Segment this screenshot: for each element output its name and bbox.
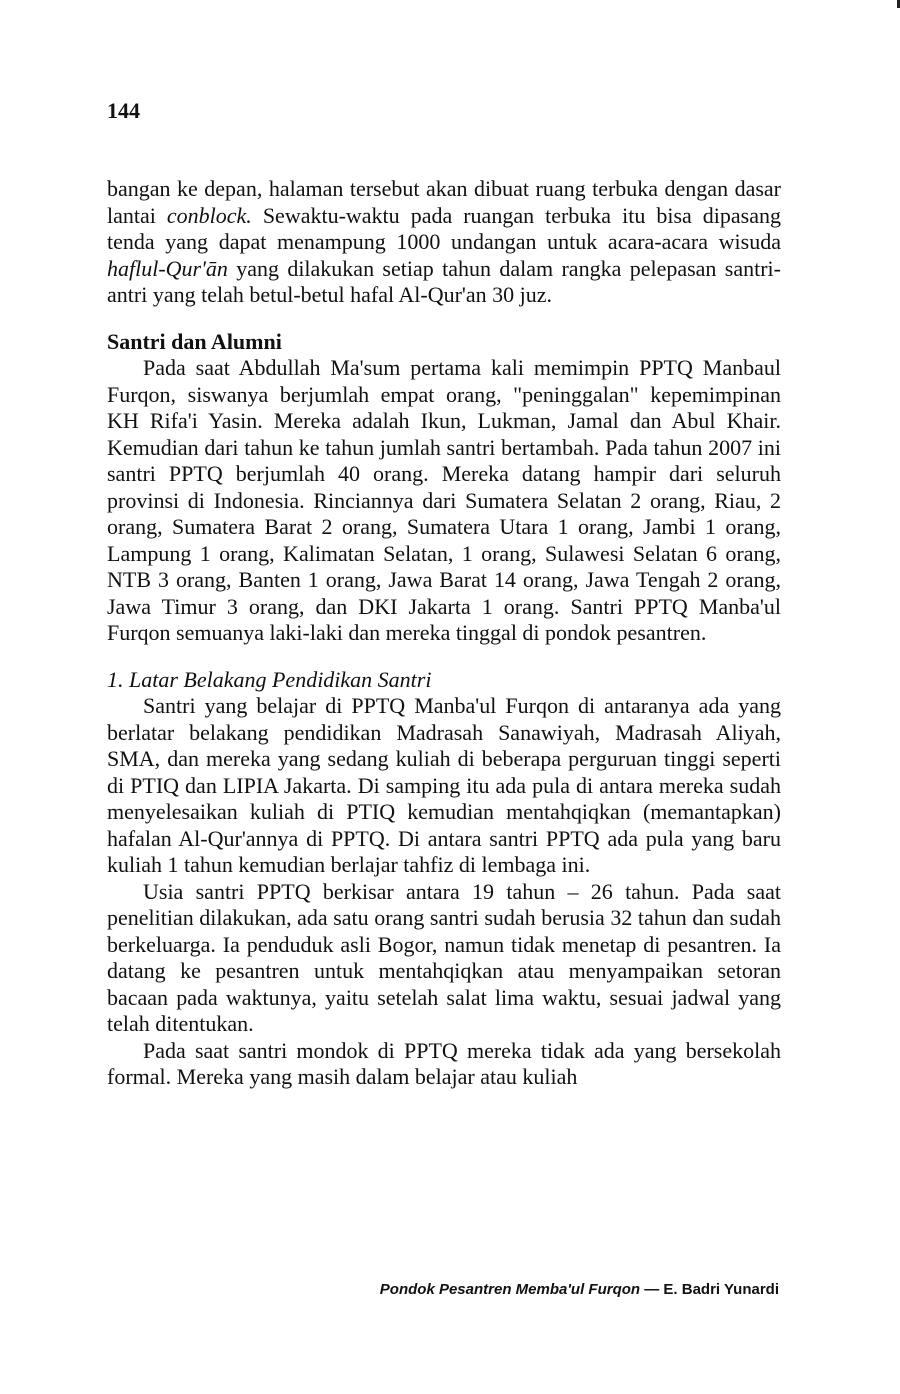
paragraph: Pada saat santri mondok di PPTQ mereka tidak ada yang bersekolah formal. Mereka yang masih dalam belajar atau kuliah [107, 1037, 781, 1089]
page-body [107, 176, 781, 1091]
running-footer [380, 1281, 779, 1298]
subsection-heading: 1. Latar Belakang Pendidikan Santri [107, 666, 432, 692]
italic-term: conblock. [166, 202, 252, 228]
italic-term: haflul-Qur'ān [107, 255, 228, 281]
section-heading: Santri dan Alumni [107, 328, 282, 354]
page-number: 144 [107, 98, 140, 123]
paragraph: Pada saat Abdullah Ma'sum pertama kali memimpin PPTQ Manbaul Furqon, siswanya berjumlah empat orang, "peninggalan" kepemimpinan KH Rifa'i Yasin. Mereka adalah Ikun, Lukman, Jamal dan Abul Khair. Kemudian dari tahun ke tahun jumlah santri bertambah. Pada tahun 2007 ini santri PPTQ berjumlah 40 orang. Mereka datang hampir dari seluruh provinsi di Indonesia. Rinciannya dari Sumatera Selatan 2 orang, Riau, 2 orang, Sumatera Barat 2 orang, Sumatera Utara 1 orang, Jambi 1 orang, Lampung 1 orang, Kalimatan Selatan, 1 orang, Sulawesi Selatan 6 orang, NTB 3 orang, Banten 1 orang, Jawa Barat 14 orang, Jawa Tengah 2 orang, Jawa Timur 3 orang, dan DKI Jakarta 1 orang. Santri PPTQ Manba'ul Furqon semuanya laki-laki dan mereka tinggal di pondok pesantren. [107, 355, 781, 645]
footer-dash: — [640, 1281, 664, 1298]
footer-author: E. Badri Yunardi [663, 1281, 779, 1298]
paragraph: Usia santri PPTQ berkisar antara 19 tahun – 26 tahun. Pada saat penelitian dilakukan, ada satu orang santri sudah berusia 32 tahun dan sudah berkeluarga. Ia penduduk asli Bogor, namun tidak menetap di pesantren. Ia datang ke pesantren untuk mentahqiqkan atau menyampaikan setoran bacaan pada waktunya, yaitu setelah salat lima waktu, sesuai jadwal yang telah ditentukan. [107, 878, 781, 1036]
paragraph: Santri yang belajar di PPTQ Manba'ul Furqon di antaranya ada yang berlatar belakang pendidikan Madrasah Sanawiyah, Madrasah Aliyah, SMA, dan mereka yang sedang kuliah di beberapa perguruan tinggi seperti di PTIQ dan LIPIA Jakarta. Di samping itu ada pula di antara mereka sudah menyelesaikan kuliah di PTIQ kemudian mentahqiqkan (memantapkan) hafalan Al-Qur'annya di PPTQ. Di antara santri PPTQ ada pula yang baru kuliah 1 tahun kemudian berlajar tahfiz di lembaga ini. [107, 693, 781, 877]
paragraph-continuation: bangan ke depan, halaman tersebut akan dibuat ruang terbuka dengan dasar lantai conblock. Sewaktu-waktu pada ruangan terbuka itu bisa dipasang tenda yang dapat menampung 1000 undangan untuk acara-acara wisuda haflul-Qur'ān yang dilakukan setiap tahun dalam rangka pelepasan santri-antri yang telah betul-betul hafal Al-Qur'an 30 juz. [107, 176, 781, 307]
footer-book-title: Pondok Pesantren Memba'ul Furqon [379, 1281, 641, 1298]
